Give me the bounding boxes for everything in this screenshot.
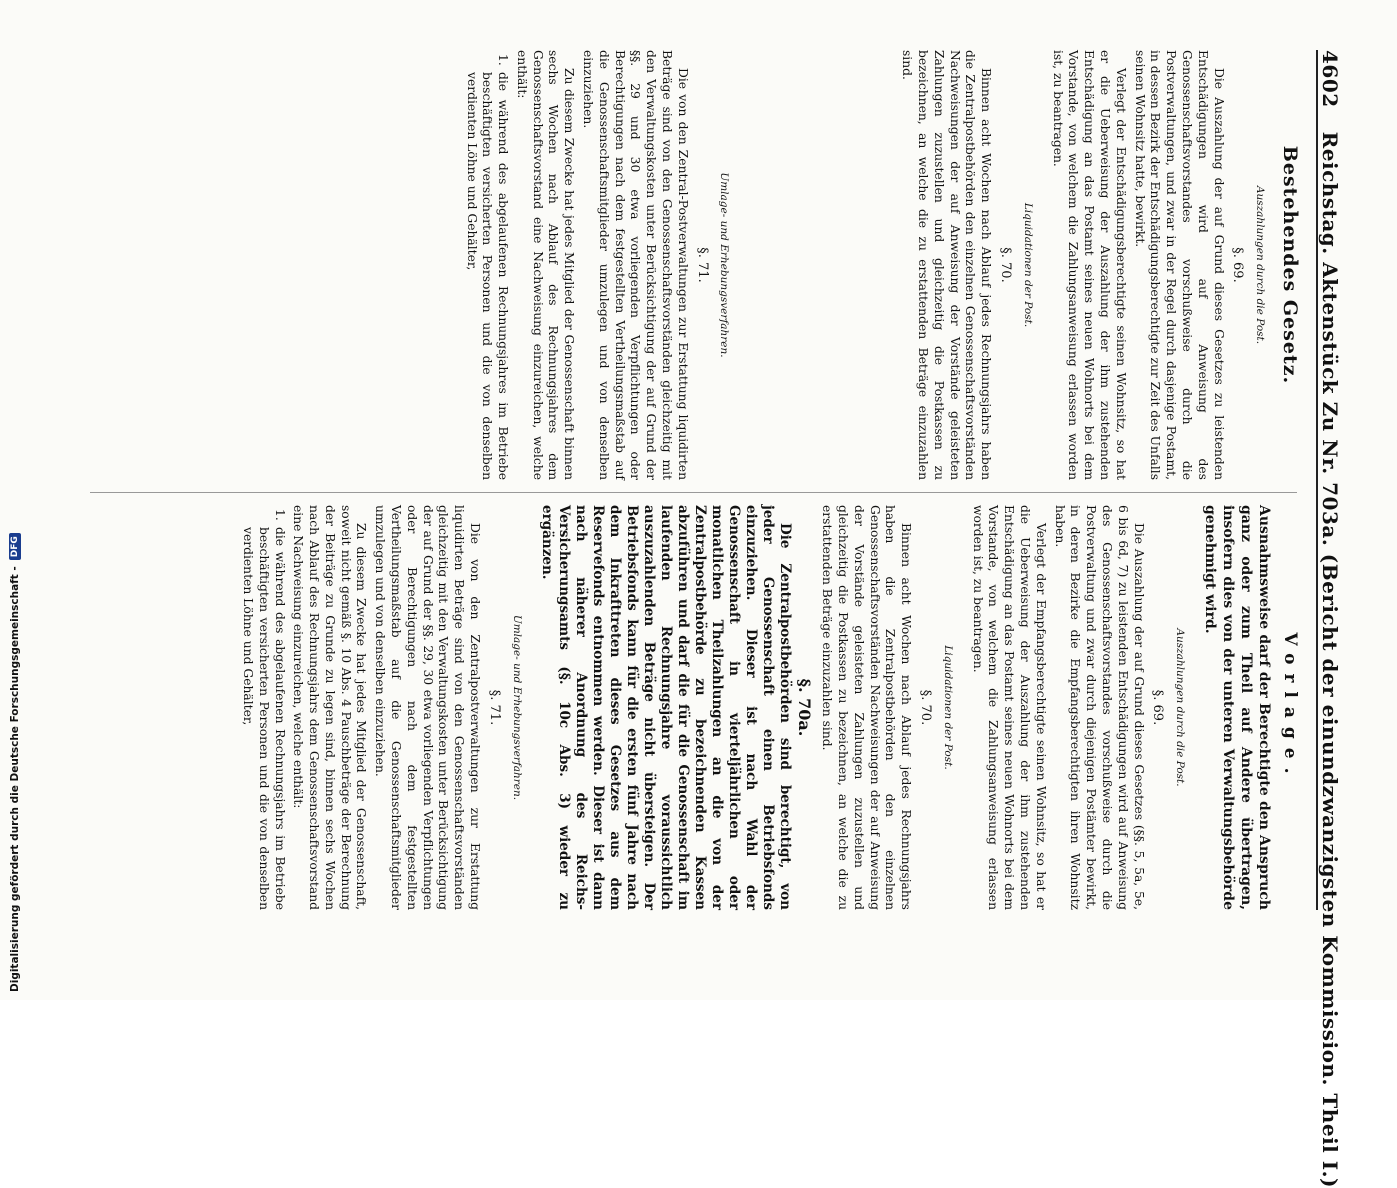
page-title: Reichstag. Aktenstück Zu Nr. 703a. (Bericht der einundzwanzigsten Kommission. Theil I.)	[1318, 131, 1342, 1188]
section-title: Liquidationen der Post.	[1021, 202, 1034, 328]
column-heading: Vorlage.	[1280, 632, 1300, 783]
column-heading: Bestehendes Gesetz.	[1279, 145, 1301, 385]
paragraph-text: Die von den Zentralpostverwaltungen zur Erstattung liquidirten Beträge sind von den Genossenschaftsvorständen gleichzeitig mit den Verwaltungskosten unter Berücksichtigung der auf Grund der §§. 29, 30 etwa vorliegenden Verpflichtungen oder Berechtigungen nach dem festgestellten Vertheilungsmaßstab auf die Genossenschaftsmitglieder umzulegen und von denselben einzuziehen.	[373, 505, 483, 910]
paragraph-text: Verlegt der Empfangsberechtigte seinen Wohnsitz, so hat er die Ueberweisung der Auszahlung der ihm zustehenden Entschädigung an das Postamt seines neuen Wohnorts bei dem Vorstande, von welchem die Zahlungsanweisung erlassen worden ist, zu beantragen.	[970, 505, 1048, 910]
paragraph-number: §. 70a.	[795, 678, 815, 737]
paragraph-text: Die von den Zentral-Postverwaltungen zur Erstattung liquidirten Beträge sind von den Genossenschaftsvorständen gleichzeitig mit den Verwaltungskosten unter Berücksichtigung der auf Grund der §§. 29 und 30 etwa vorliegenden Verpflichtungen oder Berechtigungen nach dem festgestellten Vertheilungsmaßstab auf die Genossenschaftsmitglieder umzulegen und von denselben einzuziehen.	[581, 50, 690, 480]
list-item-text: die während des abgelaufenen Rechnungsjahrs im Betriebe beschäftigten versicherten Personen und die von denselben verdienten Löhne und Gehälter,	[240, 527, 287, 910]
list-item-number: 1.	[272, 509, 287, 521]
page-number: 4602	[1318, 50, 1342, 108]
paragraph-text: Zu diesem Zwecke hat jedes Mitglied der Genossenschaft binnen sechs Wochen nach Ablauf des Rechnungsjahres dem Genossenschaftsvorstand eine Nachweisung einzureichen, welche enthält:	[514, 50, 577, 480]
paragraph-number: §. 70.	[918, 689, 934, 726]
section-title: Auszahlungen durch die Post.	[1174, 628, 1187, 787]
paragraph-text: Die Auszahlung der auf Grund dieses Gesetzes zu leistenden Entschädigungen wird auf Anweisung des Genossenschaftsvorstandes vorschußweise durch die Postverwaltungen, und zwar in der Regel durch dasjenige Postamt, in dessen Bezirk der Entschädigungsberechtigte zur Zeit des Unfalls seinen Wohnsitz hatte, bewirkt.	[1132, 50, 1226, 481]
spacer	[745, 50, 895, 480]
section-title: Umlage- und Erhebungsverfahren.	[510, 614, 523, 801]
section-title: Umlage- und Erhebungsverfahren.	[718, 172, 731, 358]
paragraph-text: Verlegt der Entschädigungsberechtigte seinen Wohnsitz, so hat er die Ueberweisung der Auszahlung der ihm zustehenden Entschädigung an das Postamt seines neuen Wohnorts bei dem Vorstande, von welchem die Zahlungsanweisung erlassen worden ist, zu beantragen.	[1050, 50, 1128, 480]
section-title: Liquidationen der Post.	[941, 645, 954, 770]
paragraph-text: Binnen acht Wochen nach Ablauf jedes Rechnungsjahrs haben die Zentralpostbehörden den einzelnen Genossenschaftsvorständen Nachweisungen der auf Anweisung der Vorstände geleisteten Zahlungen zuzustellen und gleichzeitig die Postkassen zu bezeichnen, an welche die zu erstattenden Beträge einzuzahlen sind.	[820, 505, 914, 910]
credit-text: Digitalisierung gefördert durch die Deutsche Forschungsgemeinschaft -	[9, 566, 21, 992]
list-item	[463, 50, 510, 480]
column-proposal	[90, 505, 1300, 910]
paragraph-number: §. 71.	[486, 689, 502, 726]
list-item	[239, 505, 286, 910]
column-existing-law	[90, 50, 1301, 481]
paragraph-number: §. 69.	[1150, 689, 1166, 726]
paragraph-text: Zu diesem Zwecke hat jedes Mitglied der Genossenschaft, soweit nicht gemäß §. 10 Abs. 4 Pauschbeträge der Berechnung der Beiträge zu Grunde zu legen sind, binnen sechs Wochen nach Ablauf des Rechnungsjahrs dem Genossenschaftsvorstand eine Nachweisung einzureichen, welche enthält:	[291, 505, 369, 910]
paragraph-number: §. 71.	[694, 247, 710, 283]
intro-text: Ausnahmsweise darf der Berechtigte den Anspruch ganz oder zum Theil auf Andere übertragen, insofern dies von der unteren Verwaltungsbehörde genehmigt wird.	[1202, 505, 1273, 910]
paragraph-number: §. 70.	[998, 247, 1014, 283]
digitization-credit	[0, 0, 30, 1000]
list-item-text: die während des abgelaufenen Rechnungsjahres im Betriebe beschäftigten versicherten Personen und die von denselben verdienten Löhne und Gehälter,	[464, 72, 511, 480]
page-header	[1316, 50, 1352, 1188]
paragraph-text: Binnen acht Wochen nach Ablauf jedes Rechnungsjahrs haben die Zentralpostbehörden den einzelnen Genossenschaftsvorständen Nachweisungen der auf Anweisung der Vorstände geleisteten Zahlungen zuzustellen und gleichzeitig die Postkassen zu bezeichnen, an welche die zu erstattenden Beträge einzuzahlen sind.	[900, 50, 994, 480]
list-item-number: 1.	[496, 54, 511, 66]
dfg-logo: DFG	[9, 533, 21, 560]
section-title: Auszahlungen durch die Post.	[1254, 185, 1267, 345]
paragraph-number: §. 69.	[1230, 247, 1246, 283]
column-divider	[90, 492, 1297, 493]
paragraph-text: Die Auszahlung der auf Grund dieses Gesetzes (§§. 5, 5a, 5e, 6 bis 6d, 7) zu leistenden Entschädigungen wird auf Anweisung des Genossenschaftsvorstandes vorschußweise durch die Postverwaltung und zwar durch diejenigen Postämter bewirkt, in deren Bezirke die Empfangsberechtigten ihren Wohnsitz haben.	[1052, 505, 1146, 910]
paragraph-text-new: Die Zentralpostbehörden sind berechtigt, von jeder Genossenschaft einen Betriebsfonds einzuziehen. Dieser ist nach Wahl der Genossenschaft in vierteljährlichen oder monatlichen Theilzahlungen an die von der Zentralpostbehörde zu bezeichnenden Kassen abzuführen und darf die für die Genossenschaft im laufenden Rechnungsjahre voraussichtlich auszuzahlenden Beträge nicht übersteigen. Der Betriebsfonds kann für die ersten fünf Jahre nach dem Inkrafttreten dieses Gesetzes aus dem Reservefonds entnommen werden. Dieser ist dann nach näherer Anordnung des Reichs-Versicherungsamts (§. 10c Abs. 3) wieder zu ergänzen.	[538, 505, 793, 910]
